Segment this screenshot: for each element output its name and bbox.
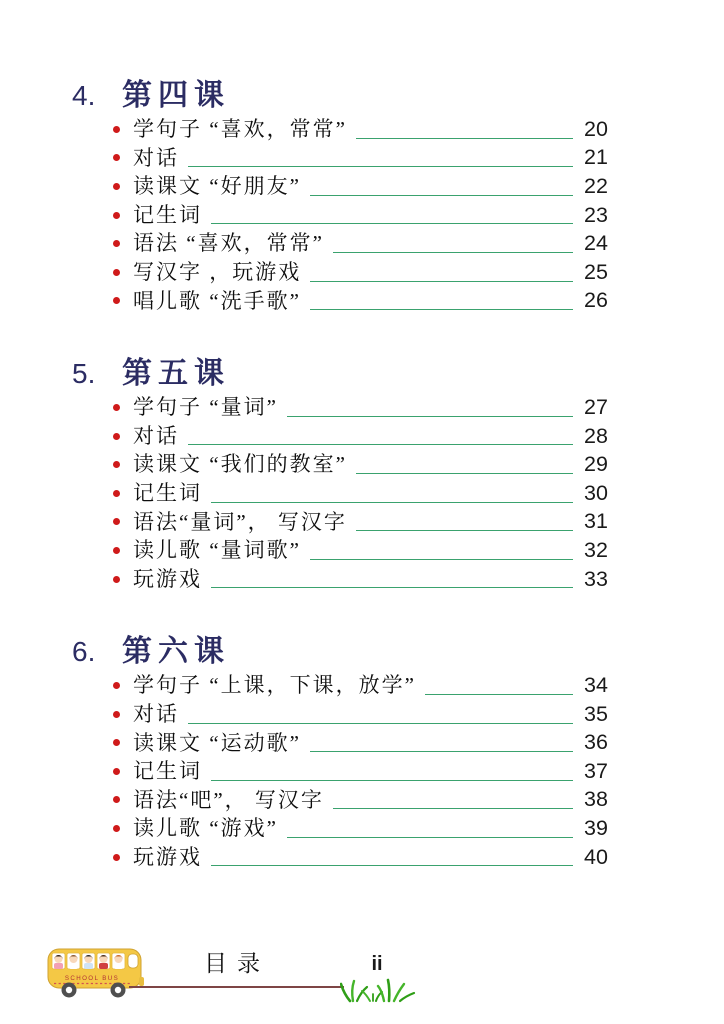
- toc-entry: [72, 450, 614, 479]
- toc-entry-page: 26: [584, 288, 608, 313]
- toc-entry-page: 20: [584, 116, 608, 141]
- section-heading: [72, 70, 614, 112]
- leader-line: [425, 694, 573, 695]
- toc-list: [72, 671, 614, 871]
- toc-entry-page: 29: [584, 452, 608, 477]
- leader-line: [188, 166, 573, 167]
- toc-entry: [72, 229, 614, 258]
- section-lesson-5: [72, 348, 614, 593]
- toc-entry-label: 语法 “喜欢，常常”: [133, 231, 324, 256]
- toc-entry-label: 读课文 “我们的教室”: [133, 452, 347, 477]
- toc-list: [72, 115, 614, 315]
- toc-content: [72, 70, 614, 871]
- toc-entry-label: 记生词: [133, 480, 202, 505]
- bullet-icon: [113, 518, 120, 525]
- toc-entry: [72, 393, 614, 422]
- toc-entry-page: 36: [584, 730, 608, 755]
- toc-entry: [72, 757, 614, 786]
- toc-entry-page: 38: [584, 787, 608, 812]
- toc-entry-label: 对话: [133, 423, 179, 448]
- leader-line: [211, 780, 573, 781]
- bullet-icon: [113, 547, 120, 554]
- toc-entry-label: 学句子 “喜欢，常常”: [133, 117, 347, 141]
- toc-entry: [72, 422, 614, 451]
- section-title: 第六课: [122, 635, 230, 669]
- bullet-icon: [113, 212, 120, 219]
- toc-entry: [72, 729, 614, 758]
- toc-entry-page: 31: [584, 509, 608, 534]
- bullet-icon: [113, 854, 120, 861]
- toc-entry: [72, 565, 614, 594]
- bullet-icon: [113, 768, 120, 775]
- leader-line: [211, 587, 573, 588]
- toc-entry-page: 28: [584, 423, 608, 448]
- toc-entry-page: 33: [584, 566, 608, 591]
- leader-line: [188, 723, 573, 724]
- section-heading: [72, 348, 614, 391]
- toc-entry-page: 30: [584, 480, 608, 505]
- bullet-icon: [113, 183, 120, 190]
- section-title: 第四课: [122, 79, 230, 112]
- toc-entry-label: 语法“吧”， 写汉字: [133, 787, 324, 812]
- leader-line: [287, 837, 573, 838]
- section-number: 6.: [72, 636, 96, 668]
- toc-entry-page: 40: [584, 844, 608, 869]
- toc-entry-label: 写汉字 ，玩游戏: [133, 259, 302, 284]
- toc-entry-label: 记生词: [133, 759, 202, 784]
- toc-entry-label: 学句子 “量词”: [133, 395, 278, 420]
- toc-entry-page: 27: [584, 394, 608, 419]
- toc-entry: [72, 144, 614, 173]
- section-lesson-6: [72, 626, 614, 871]
- toc-entry: [72, 843, 614, 872]
- toc-entry: [72, 201, 614, 230]
- toc-entry-label: 语法“量词”， 写汉字: [133, 509, 347, 534]
- toc-entry: [72, 172, 614, 201]
- toc-entry: [72, 115, 614, 144]
- grass-icon: [340, 974, 418, 1004]
- leader-line: [211, 865, 573, 866]
- bullet-icon: [113, 490, 120, 497]
- bullet-icon: [113, 711, 120, 718]
- bullet-icon: [113, 461, 120, 468]
- section-heading: [72, 626, 614, 669]
- toc-entry-page: 35: [584, 701, 608, 726]
- leader-line: [287, 416, 573, 417]
- toc-list: [72, 393, 614, 593]
- bullet-icon: [113, 154, 120, 161]
- toc-entry-page: 24: [584, 231, 608, 256]
- bullet-icon: [113, 796, 120, 803]
- toc-entry-page: 37: [584, 758, 608, 783]
- school-bus-label: SCHOOL BUS: [64, 975, 120, 982]
- toc-entry: [72, 786, 614, 815]
- bullet-icon: [113, 576, 120, 583]
- bullet-icon: [113, 126, 120, 133]
- toc-entry-label: 读儿歌 “量词歌”: [133, 538, 301, 563]
- toc-entry: [72, 508, 614, 537]
- toc-entry-label: 读课文 “运动歌”: [133, 730, 301, 755]
- toc-entry-page: 39: [584, 816, 608, 841]
- toc-entry-page: 22: [584, 173, 608, 198]
- leader-line: [310, 751, 573, 752]
- toc-entry-label: 记生词: [133, 202, 202, 227]
- toc-entry: [72, 536, 614, 565]
- leader-line: [333, 808, 573, 809]
- page-footer: [0, 919, 724, 1014]
- bullet-icon: [113, 682, 120, 689]
- toc-entry: [72, 814, 614, 843]
- toc-entry-page: 32: [584, 537, 608, 562]
- toc-entry: [72, 258, 614, 287]
- bullet-icon: [113, 240, 120, 247]
- toc-entry-page: 34: [584, 673, 608, 698]
- leader-line: [310, 559, 573, 560]
- leader-line: [188, 444, 573, 445]
- section-number: 4.: [72, 80, 96, 111]
- toc-entry-page: 25: [584, 259, 608, 284]
- bullet-icon: [113, 404, 120, 411]
- toc-entry: [72, 700, 614, 729]
- toc-entry-page: 23: [584, 202, 608, 227]
- footer-rule: [129, 986, 344, 988]
- leader-line: [310, 281, 573, 282]
- toc-entry: [72, 479, 614, 508]
- bullet-icon: [113, 433, 120, 440]
- leader-line: [310, 309, 573, 310]
- toc-entry-label: 读儿歌 “游戏”: [133, 816, 278, 841]
- leader-line: [356, 473, 573, 474]
- footer-title: 目录: [204, 951, 270, 976]
- toc-entry-label: 玩游戏: [133, 566, 202, 591]
- bullet-icon: [113, 269, 120, 276]
- toc-entry-label: 读课文 “好朋友”: [133, 174, 301, 199]
- toc-entry-label: 学句子 “上课，下课，放学”: [133, 673, 416, 698]
- toc-entry-page: 21: [584, 145, 608, 170]
- toc-entry-label: 对话: [133, 701, 179, 726]
- leader-line: [310, 195, 573, 196]
- bullet-icon: [113, 297, 120, 304]
- toc-entry: [72, 671, 614, 700]
- toc-entry-label: 对话: [133, 145, 179, 170]
- leader-line: [333, 252, 573, 253]
- toc-entry: [72, 287, 614, 316]
- toc-entry-label: 玩游戏: [133, 844, 202, 869]
- bullet-icon: [113, 739, 120, 746]
- section-number: 5.: [72, 358, 96, 390]
- leader-line: [211, 502, 573, 503]
- section-lesson-4: [72, 70, 614, 315]
- bullet-icon: [113, 825, 120, 832]
- leader-line: [211, 223, 573, 224]
- footer-page-number: ii: [371, 953, 383, 975]
- section-title: 第五课: [122, 357, 230, 391]
- toc-entry-label: 唱儿歌 “洗手歌”: [133, 288, 301, 313]
- leader-line: [356, 138, 573, 139]
- leader-line: [356, 530, 573, 531]
